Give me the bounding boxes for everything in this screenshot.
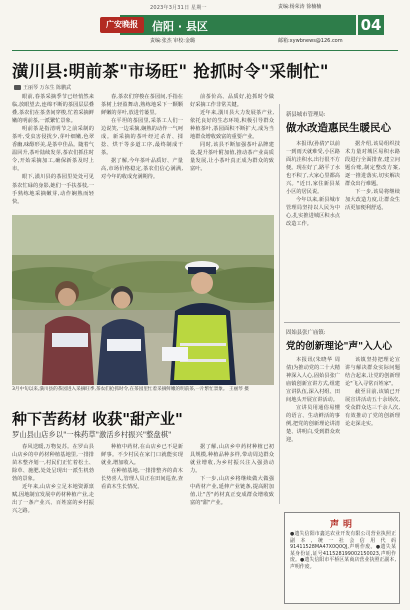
column-divider [279, 104, 280, 504]
camera-icon [14, 85, 21, 90]
photo-illustration [12, 215, 274, 385]
feature-column-2 [101, 443, 183, 603]
sidebar-headline-1: 做水改造惠民生暖民心 [286, 122, 391, 134]
paragraph: 本报讯(朱晓华 周倩)为推动党的二十大精神深入人心,固始县张广庙镇创新宣讲方式,组建宣讲队伍,深入村组、田间地头开展宣讲活动。 [286, 357, 340, 404]
sidebar1-column-2 [345, 140, 400, 316]
paragraph: 宣讲员用通俗易懂的语言、生动鲜活的事例,把党的创新理论讲清楚、讲明白,受到群众欢迎。 [286, 405, 340, 444]
section-title: 信阳 · 县区 [152, 20, 208, 33]
paragraph: 近年来,潢川县大力发展茶产业,依托良好的生态环境,积极引导群众种植茶叶,茶园面积不断扩大,成为当地群众增收致富的重要产业。 [190, 110, 274, 141]
paragraph: 明前茶是指清明节之前采制的茶叶,受虫害侵扰少,芽叶细嫩,色翠香幽,味醇形美,是茶中佳品。随着气温回升,茶叶陆续发芽,茶农们抓住时令,开始采摘加工,确保新茶及时上市。 [12, 126, 94, 173]
paragraph: 在平坦的茶园里,采茶工人们一边说笑,一边采摘,娴熟的动作一气呵成。新采摘的茶叶经过杀青、揉捻、烘干等多道工序,最终制成干茶。 [101, 118, 183, 157]
issue-date: 2023年3月31日 星期一 [150, 5, 207, 11]
news-photo [12, 215, 274, 385]
paragraph: 眼前,春茶采摘季节已经悄然来临,放眼望去,连绵不断的茶园层层叠叠,茶农们在茶垄间穿梭,忙着采摘鲜嫩的明前茶,一派繁忙景象。 [12, 94, 94, 125]
lead-headline: 潢川县:明前茶"市场旺" 抢抓时令"采制忙" [12, 62, 329, 81]
page-header [0, 15, 410, 49]
paragraph: 据了解,今年茶叶品质好、产量高,市场价格稳定,茶农们信心满满,对今年的收成充满期待。 [101, 158, 183, 181]
lead-column-1 [12, 93, 94, 211]
paragraph: 近年来,山店乡立足本地资源禀赋,因地制宜发展中药材种植产业,走出了一条产业兴、百姓富的乡村振兴之路。 [12, 484, 94, 515]
top-info-bar [0, 0, 410, 14]
paragraph: 据了解,山店乡中药材种植已初具规模,种植品种多样,带动周边群众就业增收,为乡村振兴注入强劲动力。 [190, 444, 274, 475]
feature-headline: 种下苦药材 收获"甜产业" [12, 410, 183, 428]
paragraph: 春,茶农们穿梭在茶园间,手指在茶树上轻盈舞动,熟练地采下一颗颗鲜嫩的芽叶,放进竹篓里。 [101, 94, 183, 117]
contact-email: 邮箱:xywbnews@126.com [278, 38, 343, 44]
paragraph: 据介绍,该局组织技术力量对城区易积水路段进行全面排查,建立问题台账,制定整改方案,逐一推进落实,切实解决群众出行难题。 [345, 141, 400, 188]
lead-byline [14, 84, 71, 91]
sidebar2-column-1 [286, 356, 340, 506]
page-editor: 责编:杨荣涛 徐楠楠 [278, 4, 322, 10]
paragraph: 春风送暖,万物复苏。在罗山县山店乡的中药材种植基地里,一排排苗木整齐划一,村民们正忙着松土、除草、施肥,处处呈现出一派生机勃勃的景象。 [12, 444, 94, 483]
paragraph: 在种植基地,一排排整齐的苗木长势喜人,管理人员正在田间巡查,查看苗木生长情况。 [101, 468, 183, 491]
feature-column-3 [190, 443, 274, 603]
paragraph: 下一步,山店乡将继续做大做强中药材产业,延伸产业链条,提高附加值,让"苦"药材真正变成群众增收致富的"甜"产业。 [190, 476, 274, 507]
page-number: 04 [358, 15, 384, 35]
paragraph: 下一步,该局将继续加大改造力度,让群众生活更加便利舒适。 [345, 189, 400, 212]
notice-body: ●遗失信阳市鑫达农业开发有限公司营业执照正副本,统一社会信用代码91411528MA47X0Q0QJ,声明作废。●遗失某某身份证,证号411528199002150023,声明作废。●遗失信阳市平桥区某商店营业执照正副本,声明作废。 [290, 531, 396, 570]
section-editors: 责编:张杰 审校:金璐 [150, 38, 195, 44]
paragraph: 今年以来,新县城市管理局坚持以人民为中心,扎实推进城区积水点改造工作。 [286, 197, 340, 228]
lead-column-2 [101, 93, 183, 211]
feature-subheadline: 罗山县山店乡以"一株药草"激活乡村振兴"整盘棋" [12, 430, 172, 439]
sidebar2-column-2 [345, 356, 400, 506]
paragraph: 该镇坚持把理论宣讲与解决群众实际问题结合起来,让党的创新理论"飞入寻常百姓家"。 [345, 357, 400, 388]
feature-column-1 [12, 443, 94, 603]
sidebar-headline-2: 党的创新理论"声"入人心 [286, 341, 392, 352]
sidebar1-column-1 [286, 140, 340, 316]
photo-caption: 3月中旬以来,潢川县的茶园进入采摘旺季,茶农们抢抓时令,在茶园里忙着采摘鲜嫩的明前茶,一片繁忙景象。 王丽琴 摄 [12, 387, 249, 392]
sidebar-kicker-1: 新县城市管理局: [286, 112, 326, 118]
paragraph: 眼下,潢川县的茶园里处处可见茶农忙碌的身影,她们一手扶茶枝,一手熟练地采摘嫩芽,动作娴熟而轻快。 [12, 174, 94, 205]
notice-title: 声明 [329, 520, 356, 530]
paragraph: 本报讯(孙倩)"以前一到雨天就难受,小区路面坑洼积水,出行很不方便。现在好了,路平了水也不积了,大家心里都高兴。"近日,家住新县某小区的居民说。 [286, 141, 340, 196]
sidebar-kicker-2: 固始县张广庙镇: [286, 330, 326, 336]
paragraph: 前茶价高、品质好,抢抓时令做好采摘工作非常关键。 [190, 94, 274, 109]
newspaper-logo: 广安晚报 [100, 17, 144, 33]
byline-authors: 王丽琴 万东生 陈鹏武 [23, 85, 72, 91]
notice-box [284, 512, 400, 604]
paragraph: 种植中药材,在山店乡已不是新鲜事。不少村民在家门口就能实现就业,增加收入。 [101, 444, 183, 467]
sidebar-divider [284, 322, 400, 323]
paragraph: 同时,该县不断加强茶叶品牌建设,提升茶叶附加值,推动茶产业高质量发展,让小茶叶真正成为群众的致富叶。 [190, 142, 274, 173]
lead-column-3 [190, 93, 274, 211]
paragraph: 截至目前,该镇已开展宣讲活动五十余场次,受众群众达三千余人次,有效推动了党的创新理论走深走实。 [345, 389, 400, 428]
header-rule [12, 50, 398, 51]
